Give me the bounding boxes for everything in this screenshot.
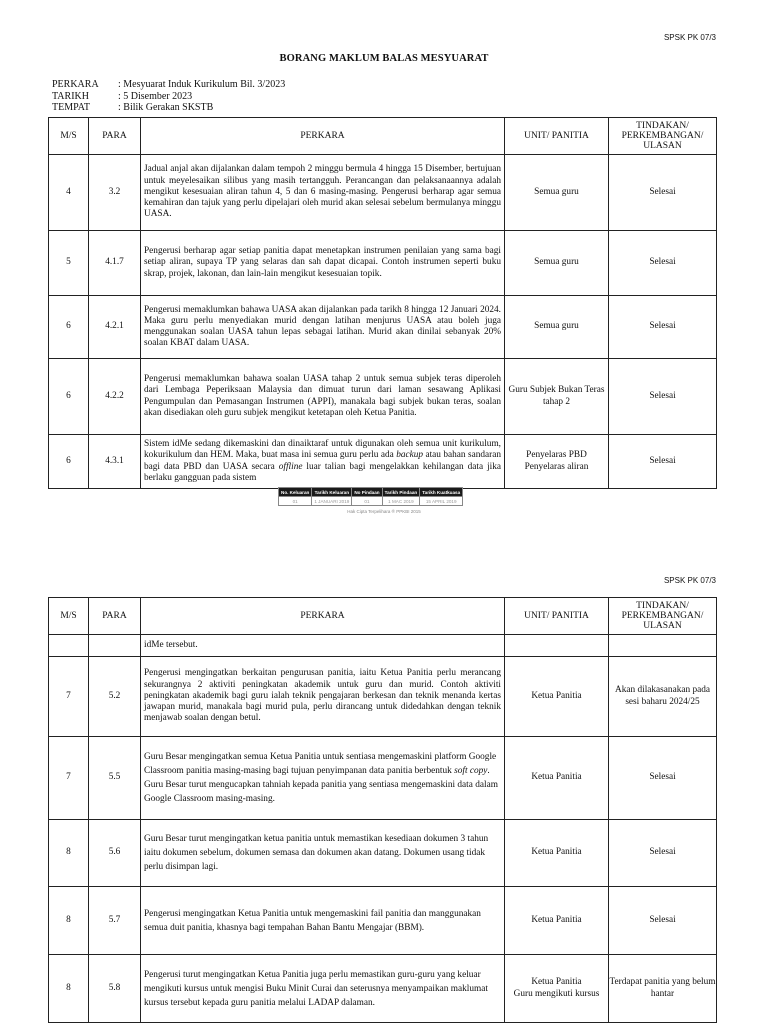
header-ms: M/S	[49, 598, 89, 635]
cell-ms: 8	[49, 887, 89, 955]
cell-tindakan: Selesai	[609, 296, 717, 359]
revision-table	[278, 487, 463, 506]
table-row	[49, 955, 717, 1023]
cell-perkara: Pengerusi memaklumkan bahawa soalan UASA tahap 2 untuk semua subjek teras diperoleh dari Lembaga Peperiksaan Malaysia dan dimuat turun dari laman sesawang Aplikasi Pengumpulan dan Pemasangan Instrumen (APPI), manakala bagi subjek bukan teras, soalan akan disediakan oleh guru subjek mengikut ketetapan oleh Ketua Panitia.	[141, 359, 505, 435]
cell-ms: 6	[49, 435, 89, 489]
form-title: BORANG MAKLUM BALAS MESYUARAT	[279, 53, 489, 64]
table-row	[49, 435, 717, 489]
cell-unit: Ketua Panitia	[505, 657, 609, 737]
cell-para: 4.2.1	[89, 296, 141, 359]
meta-key: TEMPAT	[52, 102, 90, 113]
cell-ms: 8	[49, 955, 89, 1023]
perkara-text: luar talian bagi mengelakkan kehilangan data jika berlaku gangguan pada sistem	[144, 461, 502, 483]
cell-para: 4.3.1	[89, 435, 141, 489]
cell-unit	[505, 635, 609, 657]
revision-value-row	[279, 497, 463, 506]
cell-unit: Ketua Panitia	[505, 820, 609, 887]
cell-tindakan: Selesai	[609, 820, 717, 887]
cell-tindakan: Terdapat panitia yang belum hantar	[609, 955, 717, 1023]
form-code: SPSK PK 07/3	[663, 33, 716, 42]
meta-row-tempat	[52, 102, 285, 114]
table-header-row	[49, 598, 717, 635]
perkara-text: . Guru Besar turut mengucapkan tahniah kepada panitia yang sentiasa mengemaskini data dalam Google Classroom masing-masing.	[144, 766, 498, 804]
cell-para: 5.6	[89, 820, 141, 887]
minutes-table	[48, 597, 717, 1023]
cell-perkara: Jadual anjal akan dijalankan dalam tempoh 2 minggu bermula 4 hingga 15 Disember, bertujuan untuk meyelesaikan silibus yang masih tertangguh. Perancangan dan pelaksanaannya adalah mengikut kesesuaian aliran tahun 4, 5 dan 6 masing-masing. Pengerusi berharap agar semua kemahiran dan tajuk yang perlu dipelajari oleh murid akan selesai sebelum bermulanya minggu UASA.	[141, 155, 505, 231]
meeting-meta	[52, 79, 285, 114]
cell-tindakan: Akan dilakasanakan pada sesi baharu 2024/25	[609, 657, 717, 737]
cell-tindakan: Selesai	[609, 887, 717, 955]
unit-line: Ketua Panitia	[531, 977, 582, 988]
cell-ms: 6	[49, 359, 89, 435]
cell-perkara	[141, 435, 505, 489]
cell-perkara: Guru Besar turut mengingatkan ketua panitia untuk memastikan kesediaan dokumen 3 tahun iaitu dokumen sebelum, dokumen semasa dan dokumen akan datang. Dokumen usang tidak perlu disimpan lagi.	[141, 820, 505, 887]
cell-unit	[505, 435, 609, 489]
header-ms: M/S	[49, 118, 89, 155]
meta-row-perkara	[52, 79, 285, 91]
cell-para: 3.2	[89, 155, 141, 231]
header-tindakan: TINDAKAN/ PERKEMBANGAN/ ULASAN	[609, 118, 717, 155]
revision-value: 1 MAC 2019	[382, 497, 420, 506]
header-para: PARA	[89, 598, 141, 635]
header-tindakan: TINDAKAN/ PERKEMBANGAN/ ULASAN	[609, 598, 717, 635]
cell-tindakan	[609, 635, 717, 657]
table-row	[49, 359, 717, 435]
table-row	[49, 887, 717, 955]
cell-unit: Ketua Panitia	[505, 887, 609, 955]
table-row	[49, 231, 717, 296]
perkara-text: atau bahan sandaran bagi data PBD dan UASA secara	[144, 450, 502, 472]
table-row	[49, 296, 717, 359]
header-unit: UNIT/ PANITIA	[505, 118, 609, 155]
cell-unit	[505, 955, 609, 1023]
revision-value: 15 APRIL 2019	[420, 497, 463, 506]
cell-unit: Ketua Panitia	[505, 737, 609, 820]
meta-value: : Bilik Gerakan SKSTB	[118, 102, 214, 113]
cell-ms: 4	[49, 155, 89, 231]
cell-perkara	[141, 737, 505, 820]
revision-header: Tarikh Keluaran	[312, 488, 352, 497]
cell-unit: Semua guru	[505, 296, 609, 359]
cell-perkara: Pengerusi turut mengingatkan Ketua Panitia juga perlu memastikan guru-guru yang keluar mengikuti kursus untuk mengisi Buku Minit Curai dan seterusnya menyampaikan maklumat kursus tersebut kepada guru panitia melalui LADAP dalaman.	[141, 955, 505, 1023]
cell-tindakan: Selesai	[609, 435, 717, 489]
table-header-row	[49, 118, 717, 155]
revision-header: Tarikh Pindaan	[382, 488, 420, 497]
minutes-table	[48, 117, 717, 489]
cell-ms: 7	[49, 657, 89, 737]
perkara-text: Guru Besar mengingatkan semua Ketua Panitia untuk sentiasa mengemaskini platform Google Classroom panitia masing-masing bagi tujuan penyimpanan data panitia berbentuk	[144, 752, 497, 776]
perkara-italic-term: offline	[278, 461, 303, 472]
unit-line: Guru mengikuti kursus	[513, 988, 600, 999]
meta-value: : 5 Disember 2023	[118, 90, 193, 102]
revision-value: 01	[352, 497, 382, 506]
header-perkara: PERKARA	[141, 118, 505, 155]
header-perkara: PERKARA	[141, 598, 505, 635]
cell-tindakan: Selesai	[609, 231, 717, 296]
cell-tindakan: Selesai	[609, 155, 717, 231]
cell-ms	[49, 635, 89, 657]
table-row	[49, 820, 717, 887]
cell-para	[89, 635, 141, 657]
cell-para: 5.7	[89, 887, 141, 955]
perkara-italic-term: backup	[396, 450, 424, 461]
cell-para: 5.5	[89, 737, 141, 820]
header-unit: UNIT/ PANITIA	[505, 598, 609, 635]
meta-row-tarikh	[52, 91, 285, 103]
cell-unit: Guru Subjek Bukan Teras tahap 2	[505, 359, 609, 435]
table-row-continued	[49, 635, 717, 657]
cell-ms: 5	[49, 231, 89, 296]
cell-perkara: Pengerusi memaklumkan bahawa UASA akan dijalankan pada tarikh 8 hingga 12 Januari 2024. Maka guru perlu menyediakan murid dengan latihan menjurus UASA atau boleh juga menggunakan soalan UASA tahun lepas sebagai latihan. Murid akan dinilai sebanyak 20% soalan KBAT dalam UASA.	[141, 296, 505, 359]
cell-ms: 8	[49, 820, 89, 887]
revision-value: 1 JANUARI 2019	[312, 497, 352, 506]
cell-para: 5.2	[89, 657, 141, 737]
meta-key: TARIKH	[52, 90, 89, 102]
cell-perkara: Pengerusi mengingatkan berkaitan pengurusan panitia, iaitu Ketua Panitia perlu merancang sekurangnya 2 aktiviti peningkatan akademik untuk guru dan murid. Contoh aktiviti peningkatan akademik bagi guru ialah teknik pengajaran berkesan dan teknik menanda kertas jawapan murid, manakala bagi murid pula, perlu dirancang untuk didedahkan dengan teknik menjawab soalan dengan betul.	[141, 657, 505, 737]
form-code: SPSK PK 07/3	[663, 576, 716, 585]
cell-para: 4.2.2	[89, 359, 141, 435]
table-row	[49, 657, 717, 737]
revision-header: No. Keluaran	[279, 488, 312, 497]
revision-header: Tarikh Kuatkuasa	[420, 488, 463, 497]
cell-unit: Semua guru	[505, 155, 609, 231]
unit-line: Penyelaras PBD	[526, 450, 587, 461]
cell-ms: 6	[49, 296, 89, 359]
unit-line: Penyelaras aliran	[524, 461, 589, 472]
cell-tindakan: Selesai	[609, 359, 717, 435]
meta-key: PERKARA	[52, 79, 99, 90]
meta-value: : Mesyuarat Induk Kurikulum Bil. 3/2023	[118, 79, 286, 90]
header-para: PARA	[89, 118, 141, 155]
revision-header-row	[279, 488, 463, 497]
table-row	[49, 737, 717, 820]
cell-perkara: Pengerusi berharap agar setiap panitia dapat menetapkan instrumen penilaian yang sama bagi setiap aliran, supaya TP yang selaras dan sah dapat dicapai. Contoh instrumen seperti buku skrap, projek, lakonan, dan lain-lain mengikut kesesuaian topik.	[141, 231, 505, 296]
cell-perkara: Pengerusi mengingatkan Ketua Panitia untuk mengemaskini fail panitia dan manggunakan semua duit panitia, khasnya bagi tempahan Bahan Bantu Mengajar (BBM).	[141, 887, 505, 955]
cell-unit: Semua guru	[505, 231, 609, 296]
copyright-note: Hak Cipta Terpelihara ® PPKBI 2015	[347, 509, 421, 514]
cell-perkara: idMe tersebut.	[141, 635, 505, 657]
revision-value: 01	[279, 497, 312, 506]
cell-para: 4.1.7	[89, 231, 141, 296]
revision-header: No Pindaan	[352, 488, 382, 497]
perkara-text: Sistem idMe sedang dikemaskini dan dinaiktaraf untuk digunakan oleh semua unit kurikulum, kokurikulum dan HEM. Maka, buat masa ini semua guru perlu ada	[144, 439, 501, 461]
cell-para: 5.8	[89, 955, 141, 1023]
perkara-italic-term: soft copy	[454, 766, 488, 776]
document-page-2	[0, 548, 768, 1024]
table-row	[49, 155, 717, 231]
cell-ms: 7	[49, 737, 89, 820]
cell-tindakan: Selesai	[609, 737, 717, 820]
